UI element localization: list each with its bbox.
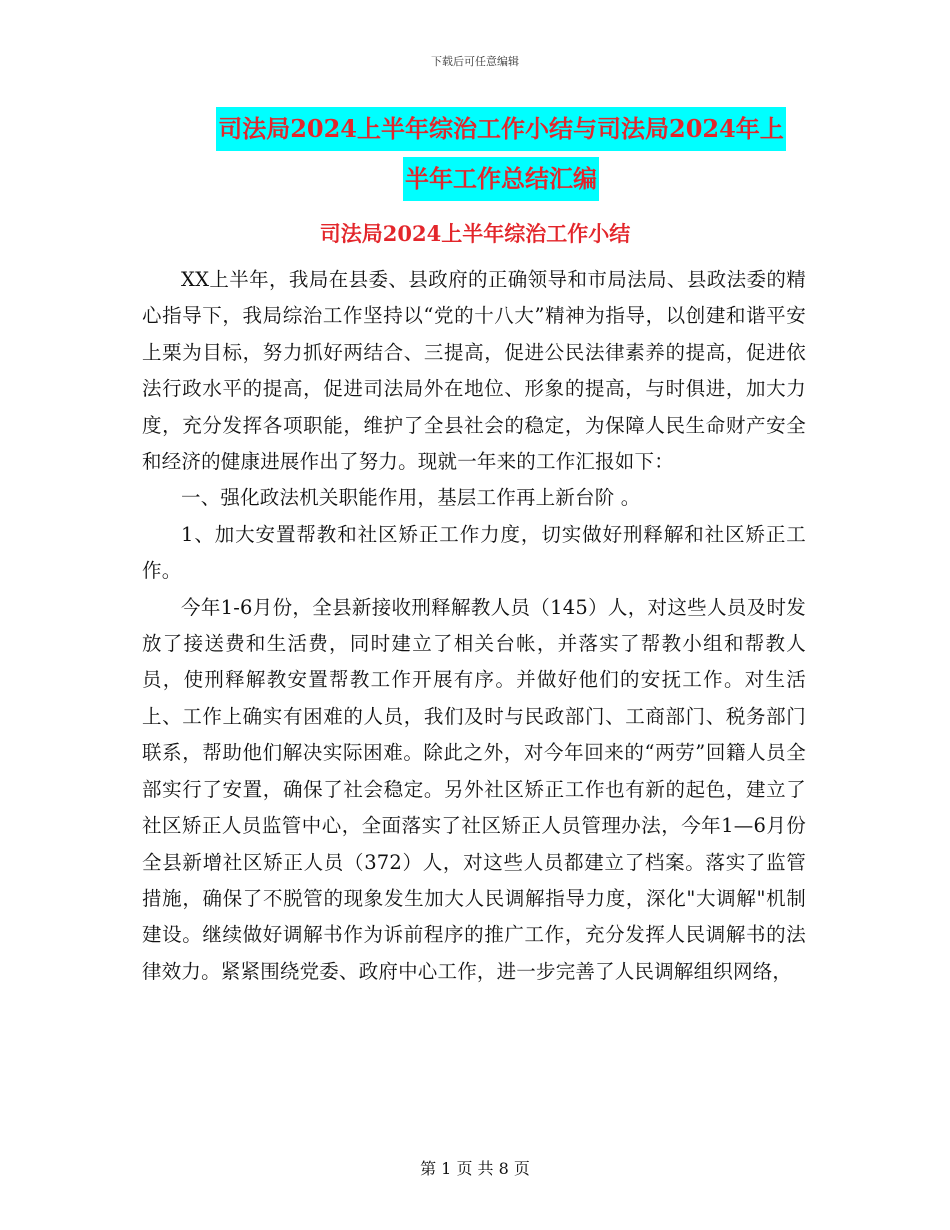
paragraph-subheading-1: 1、加大安置帮教和社区矫正工作力度，切实做好刑释解和社区矫正工作。: [142, 522, 806, 583]
document-title: [196, 104, 806, 204]
document-title-line-1: 司法局2024上半年综治工作小结与司法局2024年上: [216, 107, 786, 151]
paragraph-detail: 今年1-6月份，全县新接收刑释解教人员（145）人，对这些人员及时发放了接送费和生活费，同时建立了相关台帐，并落实了帮教小组和帮教人员，使刑释解教安置帮教工作开展有序。并做好他们的安抚工作。对生活上、工作上确实有困难的人员，我们及时与民政部门、工商部门、税务部门联系，帮助他们解决实际困难。除此之外，对今年回来的“两劳”回籍人员全部实行了安置，确保了社会稳定。另外社区矫正工作也有新的起色，建立了社区矫正人员监管中心，全面落实了社区矫正人员管理办法，今年1—6月份全县新增社区矫正人员（372）人，对这些人员都建立了档案。落实了监管措施，确保了不脱管的现象发生加大人民调解指导力度，深化"大调解"机制建设。继续做好调解书作为诉前程序的推广工作，充分发挥人民调解书的法律效力。紧紧围绕党委、政府中心工作，进一步完善了人民调解组织网络，: [142, 595, 806, 983]
section-title: 司法局2024上半年综治工作小结: [319, 221, 631, 246]
paragraph-intro: XX上半年，我局在县委、县政府的正确领导和市局法局、县政法委的精心指导下，我局综治工作坚持以“党的十八大”精神为指导，以创建和谐平安上栗为目标，努力抓好两结合、三提高，促进公民法律素养的提高，促进依法行政水平的提高，促进司法局外在地位、形象的提高，与时俱进，加大力度，充分发挥各项职能，维护了全县社会的稳定，为保障人民生命财产安全和经济的健康进展作出了努力。现就一年来的工作汇报如下：: [142, 268, 806, 474]
page-number-footer: 第 1 页 共 8 页: [420, 1159, 530, 1178]
paragraph-heading-1: 一、强化政法机关职能作用，基层工作再上新台阶 。: [181, 486, 641, 510]
page-header-note: 下载后可任意编辑: [431, 55, 519, 68]
document-body: [142, 262, 806, 990]
document-title-line-2: 半年工作总结汇编: [403, 157, 599, 201]
